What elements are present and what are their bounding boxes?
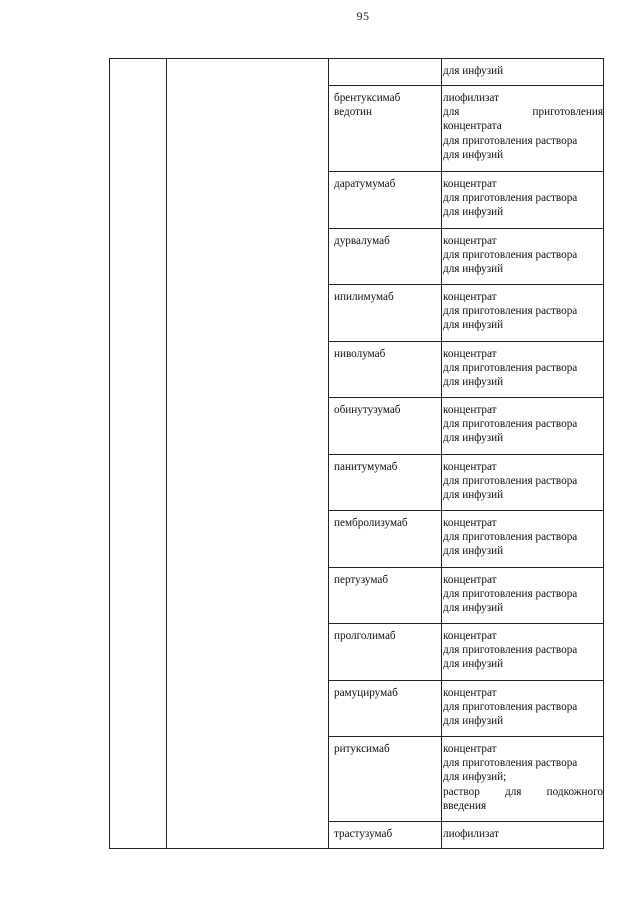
- dosage-form-line: для инфузий: [443, 319, 504, 332]
- drug-name-cell: даратумумаб: [334, 178, 396, 190]
- dosage-form-line: [443, 105, 603, 119]
- dosage-form-line: для приготовления раствора: [443, 701, 578, 714]
- dosage-form-cell: [443, 64, 603, 78]
- dosage-form-line: [443, 785, 603, 799]
- dosage-form-line: для приготовления раствора: [443, 531, 578, 544]
- drug-name-cell: ипилимумаб: [334, 291, 394, 303]
- table-row: [329, 681, 603, 737]
- table-row: [329, 455, 603, 511]
- dosage-form-word: подкожного: [546, 785, 603, 798]
- dosage-form-cell: [443, 177, 603, 220]
- dosage-form-cell: [443, 91, 603, 162]
- dosage-form-line: для приготовления раствора: [443, 588, 578, 601]
- dosage-form-cell: [443, 234, 603, 277]
- dosage-form-line: концентрат: [443, 630, 497, 642]
- dosage-form-line: для инфузий: [443, 489, 504, 502]
- dosage-form-line: для приготовления раствора: [443, 757, 578, 770]
- dosage-form-line: для приготовления раствора: [443, 475, 578, 488]
- drug-name-cell: ритуксимаб: [334, 743, 390, 755]
- dosage-form-line: для инфузий: [443, 65, 504, 77]
- table-row: [329, 86, 603, 172]
- drug-name-cell: трастузумаб: [334, 828, 393, 840]
- dosage-form-word: приготовления: [532, 106, 603, 119]
- dosage-form-line: для инфузий;: [443, 771, 507, 784]
- table-row: [329, 568, 603, 624]
- table-row: [329, 342, 603, 398]
- drug-name-cell: дурвалумаб: [334, 235, 390, 247]
- drug-name-cell: панитумумаб: [334, 461, 398, 473]
- dosage-form-cell: [443, 347, 603, 390]
- table-row: [329, 624, 603, 681]
- dosage-form-line: лиофилизат: [443, 92, 499, 104]
- dosage-form-line: концентрат: [443, 404, 497, 416]
- dosage-form-line: для инфузий: [443, 602, 504, 615]
- dosage-form-cell: [443, 629, 603, 672]
- drug-name-cell: ниволумаб: [334, 348, 386, 360]
- dosage-form-line: концентрат: [443, 517, 497, 529]
- dosage-form-cell: [443, 460, 603, 503]
- drug-table: [109, 58, 604, 849]
- dosage-form-line: концентрат: [443, 574, 497, 586]
- drug-name-cell: рамуцирумаб: [334, 687, 398, 699]
- dosage-form-line: для инфузий: [443, 432, 504, 445]
- dosage-form-line: для инфузий: [443, 715, 504, 728]
- table-column-divider: [166, 59, 167, 848]
- dosage-form-line: лиофилизат: [443, 828, 499, 840]
- dosage-form-line: для инфузий: [443, 263, 504, 276]
- table-row: [329, 511, 603, 568]
- table-row: [329, 59, 603, 86]
- dosage-form-line: для инфузий: [443, 545, 504, 558]
- dosage-form-cell: [443, 573, 603, 616]
- dosage-form-cell: [443, 742, 603, 813]
- dosage-form-line: для приготовления раствора: [443, 644, 578, 657]
- table-row: [329, 822, 603, 848]
- dosage-form-line: концентрат: [443, 291, 497, 303]
- dosage-form-line: для инфузий: [443, 658, 504, 671]
- dosage-form-line: для приготовления раствора: [443, 305, 578, 318]
- dosage-form-line: введения: [443, 799, 487, 812]
- dosage-form-line: для приготовления раствора: [443, 362, 578, 375]
- drug-name-cell: брентуксимаб ведотин: [334, 92, 401, 119]
- table-row: [329, 229, 603, 285]
- dosage-form-cell: [443, 290, 603, 333]
- dosage-form-word: для: [505, 785, 522, 798]
- dosage-form-word: для: [443, 106, 460, 119]
- dosage-form-line: концентрат: [443, 178, 497, 190]
- table-row: [329, 285, 603, 342]
- dosage-form-line: для приготовления раствора: [443, 249, 578, 262]
- dosage-form-cell: [443, 403, 603, 446]
- dosage-form-line: концентрат: [443, 461, 497, 473]
- dosage-form-line: для инфузий: [443, 206, 504, 219]
- dosage-form-line: для приготовления раствора: [443, 418, 578, 431]
- dosage-form-line: концентрат: [443, 687, 497, 699]
- drug-name-cell: пролголимаб: [334, 630, 396, 642]
- dosage-form-line: для инфузий: [443, 148, 504, 161]
- table-row: [329, 398, 603, 455]
- dosage-form-line: для инфузий: [443, 376, 504, 389]
- dosage-form-line: концентрата: [443, 120, 502, 133]
- dosage-form-cell: [443, 686, 603, 729]
- dosage-form-cell: [443, 827, 603, 841]
- drug-name-cell: пертузумаб: [334, 574, 389, 586]
- dosage-form-cell: [443, 516, 603, 559]
- dosage-form-line: для приготовления раствора: [443, 134, 578, 147]
- dosage-form-line: для приготовления раствора: [443, 192, 578, 205]
- dosage-form-word: раствор: [443, 785, 480, 798]
- dosage-form-line: концентрат: [443, 743, 497, 755]
- dosage-form-line: концентрат: [443, 235, 497, 247]
- table-row: [329, 737, 603, 822]
- dosage-form-line: концентрат: [443, 348, 497, 360]
- page-number: 95: [356, 9, 370, 23]
- drug-name-cell: обинутузумаб: [334, 404, 401, 416]
- drug-name-cell: пембролизумаб: [334, 517, 408, 529]
- table-row: [329, 172, 603, 229]
